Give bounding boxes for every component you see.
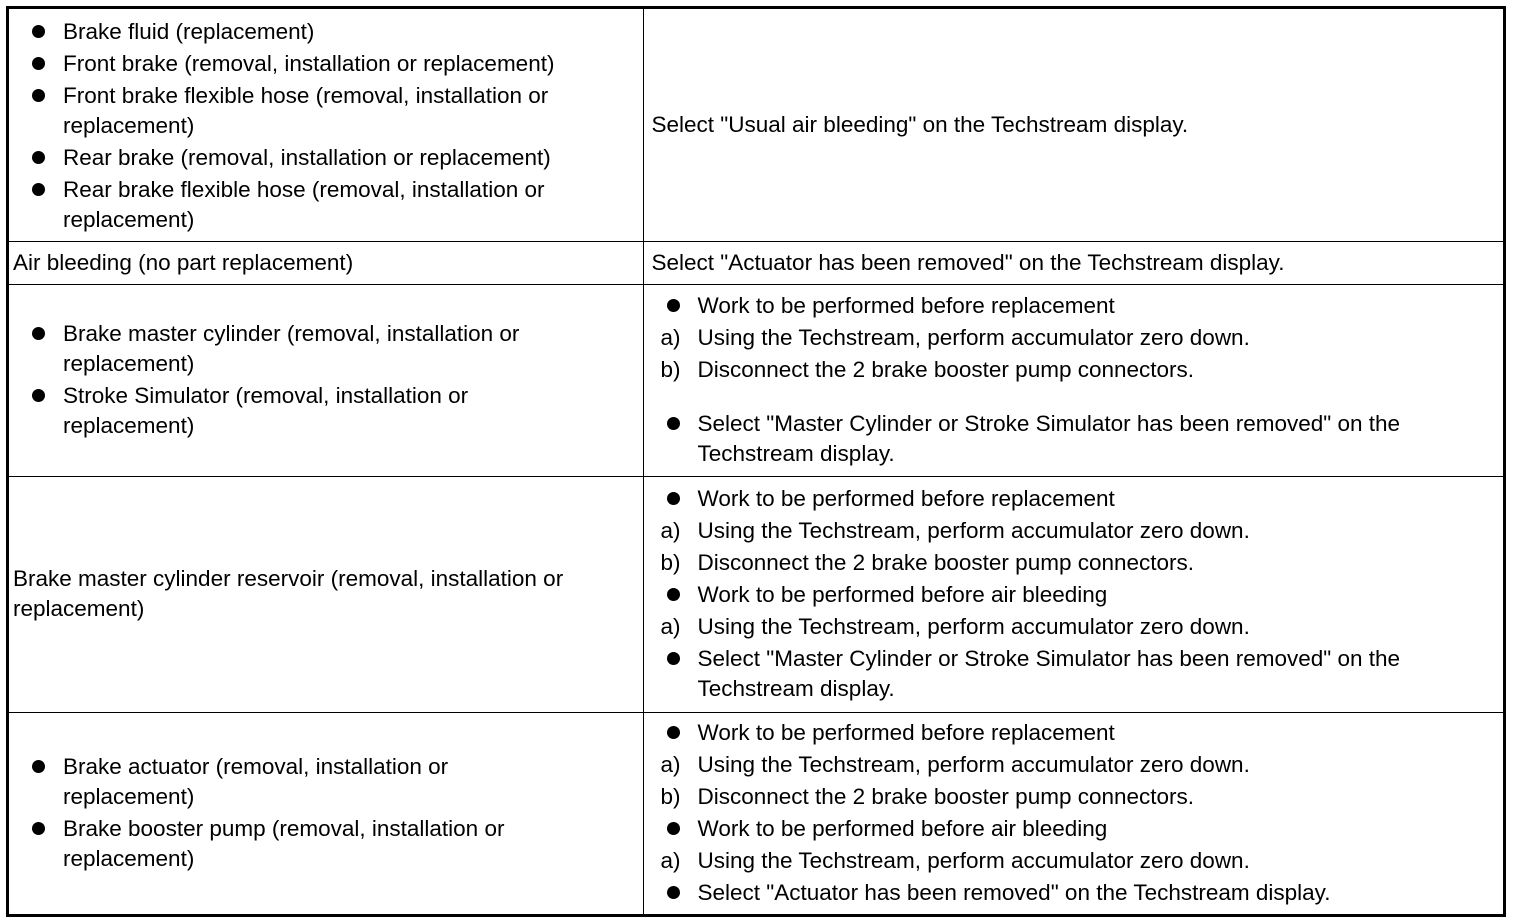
bullet-icon [32,151,45,164]
sub-step-list [648,516,1500,578]
bullet-icon [667,652,680,665]
bullet-icon [32,822,45,835]
list-item: Stroke Simulator (removal, installation or replacement) [13,381,589,441]
bullet-icon [32,183,45,196]
work-cell [9,9,643,241]
table-row [9,476,1503,712]
table-row [9,9,1503,241]
list-item: Brake fluid (replacement) [13,17,639,47]
work-list [13,319,639,441]
sub-step-list [648,323,1500,385]
list-item: Select "Actuator has been removed" on the Techstream display. [648,878,1500,908]
sub-step-list [648,612,1500,642]
bullet-icon [32,389,45,402]
table-row [9,712,1503,914]
list-item: Work to be performed before air bleeding a) Using the Techstream, perform accumulator zero down. [648,580,1500,642]
bullet-icon [32,25,45,38]
bullet-icon [667,822,680,835]
list-item: Work to be performed before air bleeding a) Using the Techstream, perform accumulator zero down. [648,814,1500,876]
sub-step: a) Using the Techstream, perform accumulator zero down. [660,752,1250,778]
bullet-icon [667,588,680,601]
work-list [13,752,639,874]
sub-step: a) Using the Techstream, perform accumulator zero down. [660,848,1250,874]
procedure-list [648,291,1500,469]
bullet-icon [667,886,680,899]
sub-step: b) Disconnect the 2 brake booster pump connectors. [660,357,1195,382]
work-text: Brake master cylinder reservoir (removal, installation or replacement) [13,566,564,621]
bullet-icon [667,417,680,430]
procedure-cell [643,476,1503,712]
bullet-icon [32,327,45,340]
procedure-cell [643,712,1503,914]
table-row [9,241,1503,284]
list-item: Front brake (removal, installation or replacement) [13,49,639,79]
list-item: Rear brake (removal, installation or replacement) [13,143,639,173]
procedure-table [9,9,1503,914]
list-item: Work to be performed before replacement a) Using the Techstream, perform accumulator zero down. b) Disconnect the 2 brake booster pump connectors. [648,484,1500,578]
work-cell [9,284,643,476]
procedure-text: Select "Usual air bleeding" on the Techstream display. [651,111,1189,137]
procedure-list [648,718,1500,908]
list-item: Front brake flexible hose (removal, installation or replacement) [13,81,639,141]
work-cell [9,476,643,712]
bullet-icon [32,760,45,773]
sub-step-list [648,846,1500,876]
procedure-text: Select "Actuator has been removed" on the Techstream display. [651,249,1285,275]
sub-step: b) Disconnect the 2 brake booster pump connectors. [660,784,1195,810]
list-item: Brake booster pump (removal, installation or replacement) [13,814,569,874]
sub-step: a) Using the Techstream, perform accumulator zero down. [660,325,1250,350]
procedure-table-frame [6,6,1506,917]
work-list [13,17,639,235]
list-item: Brake actuator (removal, installation or replacement) [13,752,569,812]
bullet-icon [32,57,45,70]
spacer [648,387,1500,407]
sub-step-list [648,750,1500,812]
bullet-icon [667,299,680,312]
table-row [9,284,1503,476]
procedure-cell [643,241,1503,284]
sub-step: b) Disconnect the 2 brake booster pump connectors. [660,550,1195,575]
list-item: Select "Master Cylinder or Stroke Simulator has been removed" on the Techstream display. [648,409,1500,469]
list-item: Work to be performed before replacement a) Using the Techstream, perform accumulator zero down. b) Disconnect the 2 brake booster pump connectors. [648,718,1500,812]
sub-step: a) Using the Techstream, perform accumulator zero down. [660,614,1250,639]
bullet-icon [667,492,680,505]
list-item: Brake master cylinder (removal, installation or replacement) [13,319,589,379]
work-text: Air bleeding (no part replacement) [13,249,354,275]
list-item: Work to be performed before replacement a) Using the Techstream, perform accumulator zero down. b) Disconnect the 2 brake booster pump connectors. [648,291,1500,385]
bullet-icon [32,89,45,102]
sub-step: a) Using the Techstream, perform accumulator zero down. [660,518,1250,543]
procedure-cell [643,284,1503,476]
work-cell [9,712,643,914]
list-item: Select "Master Cylinder or Stroke Simulator has been removed" on the Techstream display. [648,644,1500,704]
procedure-cell [643,9,1503,241]
procedure-list [648,484,1500,704]
bullet-icon [667,726,680,739]
work-cell [9,241,643,284]
list-item: Rear brake flexible hose (removal, installation or replacement) [13,175,639,235]
